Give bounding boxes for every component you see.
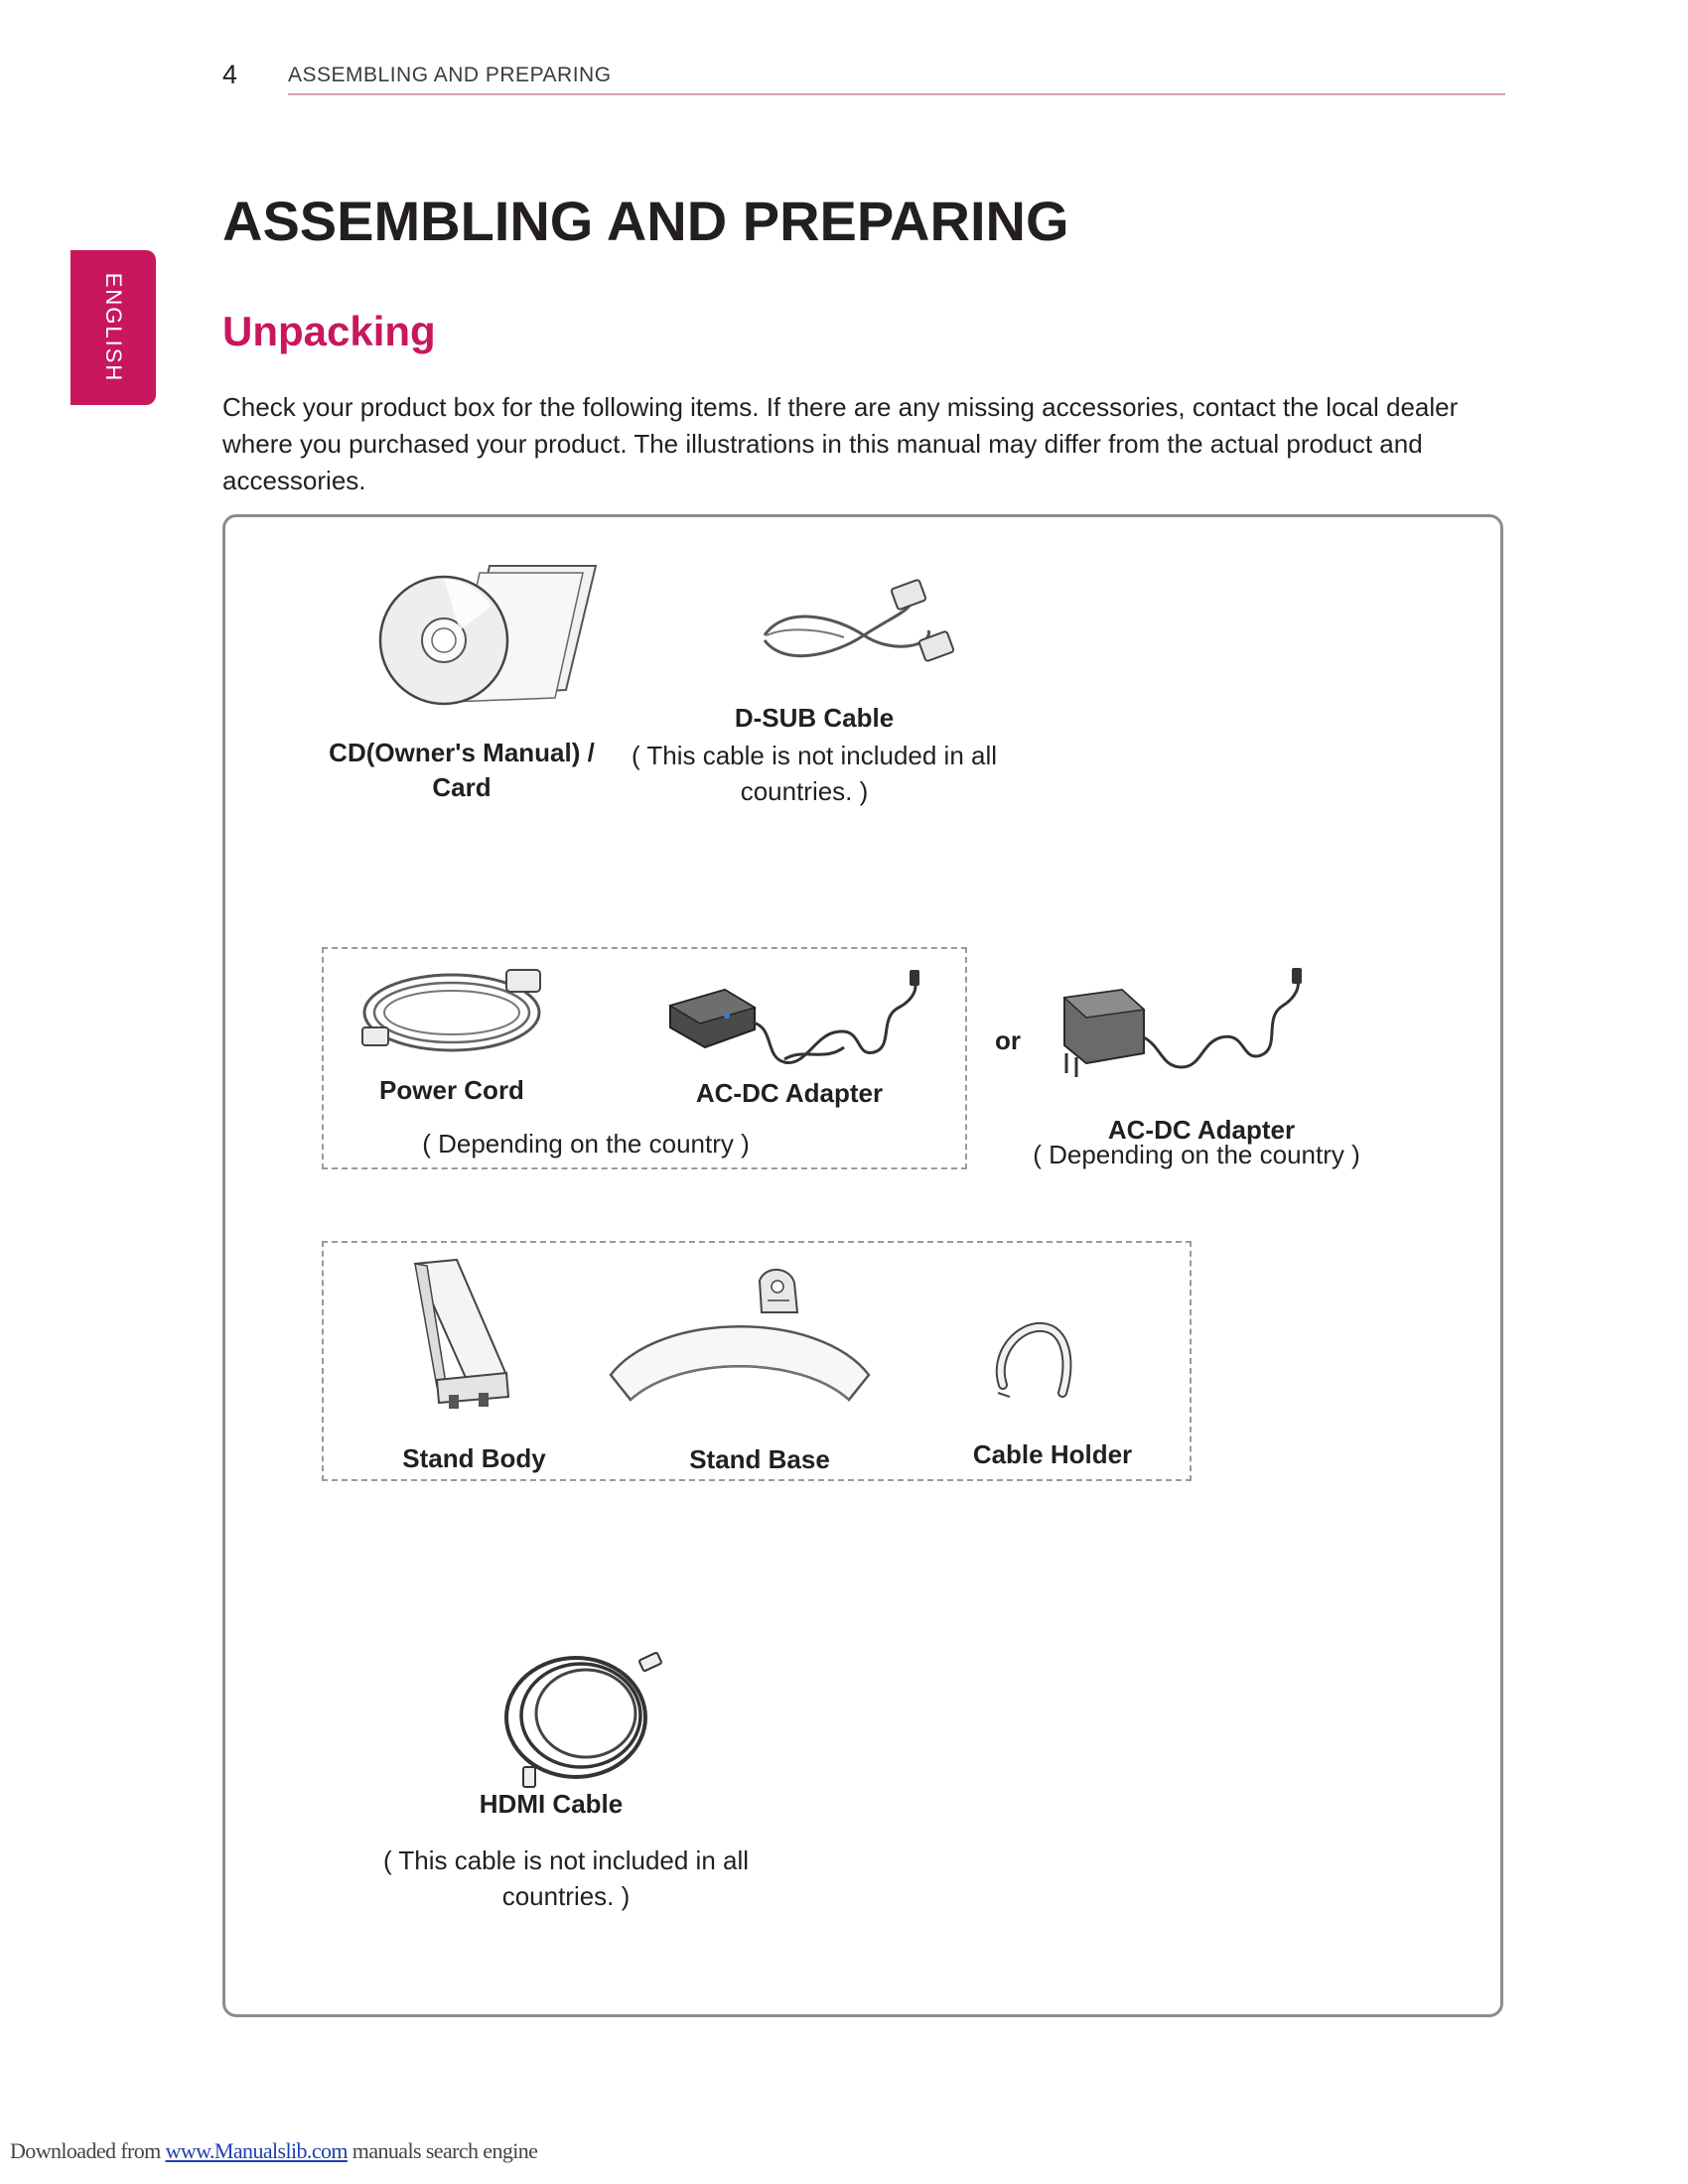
stand-body-label: Stand Body <box>402 1443 546 1473</box>
cd-label-line1: CD(Owner's Manual) / <box>329 738 595 767</box>
header-rule <box>288 93 1505 95</box>
stand-body-icon <box>407 1256 516 1415</box>
download-footer <box>10 2138 537 2164</box>
cd-card-icon <box>372 561 611 710</box>
power-group-note: ( Depending on the country ) <box>422 1129 750 1159</box>
cable-holder-label: Cable Holder <box>972 1439 1133 1469</box>
dsub-note-line2: countries. ) <box>740 776 869 806</box>
stand-base-icon <box>601 1261 879 1410</box>
hdmi-note-line1: ( This cable is not included in all <box>382 1845 750 1875</box>
adapter2-label: AC-DC Adapter <box>1107 1115 1296 1145</box>
language-tab <box>70 250 156 405</box>
running-header: ASSEMBLING AND PREPARING <box>288 64 612 86</box>
page-title: ASSEMBLING AND PREPARING <box>222 190 1069 252</box>
adapter1-label: AC-DC Adapter <box>695 1078 884 1108</box>
adapter2-note: ( Depending on the country ) <box>1033 1140 1360 1169</box>
page-number: 4 <box>222 60 238 89</box>
intro-paragraph: Check your product box for the following items. If there are any missing accessories, contact the local dealer where you purchased your product. The illustrations in this manual may differ from the actual product and accessories. <box>222 392 1459 495</box>
footer-suffix: manuals search engine <box>347 2138 538 2163</box>
cd-label-line2: Card <box>432 772 492 802</box>
dsub-label: D-SUB Cable <box>734 703 895 733</box>
dsub-note-line1: ( This cable is not included in all <box>631 741 998 770</box>
hdmi-cable-icon <box>501 1638 670 1787</box>
footer-link[interactable]: www.Manualslib.com <box>165 2138 348 2163</box>
hdmi-label: HDMI Cable <box>479 1789 624 1819</box>
footer-prefix: Downloaded from <box>10 2138 166 2163</box>
language-tab-label: ENGLISH <box>101 272 126 383</box>
power-cord-icon <box>357 958 556 1067</box>
ac-dc-adapter-icon <box>665 968 943 1077</box>
cable-holder-icon <box>988 1315 1077 1405</box>
stand-base-label: Stand Base <box>689 1444 830 1474</box>
dsub-cable-icon <box>755 576 963 675</box>
wall-adapter-icon <box>1053 968 1311 1087</box>
hdmi-note-line2: countries. ) <box>501 1881 631 1911</box>
section-title: Unpacking <box>222 308 436 354</box>
or-label: or <box>995 1025 1021 1055</box>
power-cord-label: Power Cord <box>379 1075 524 1105</box>
